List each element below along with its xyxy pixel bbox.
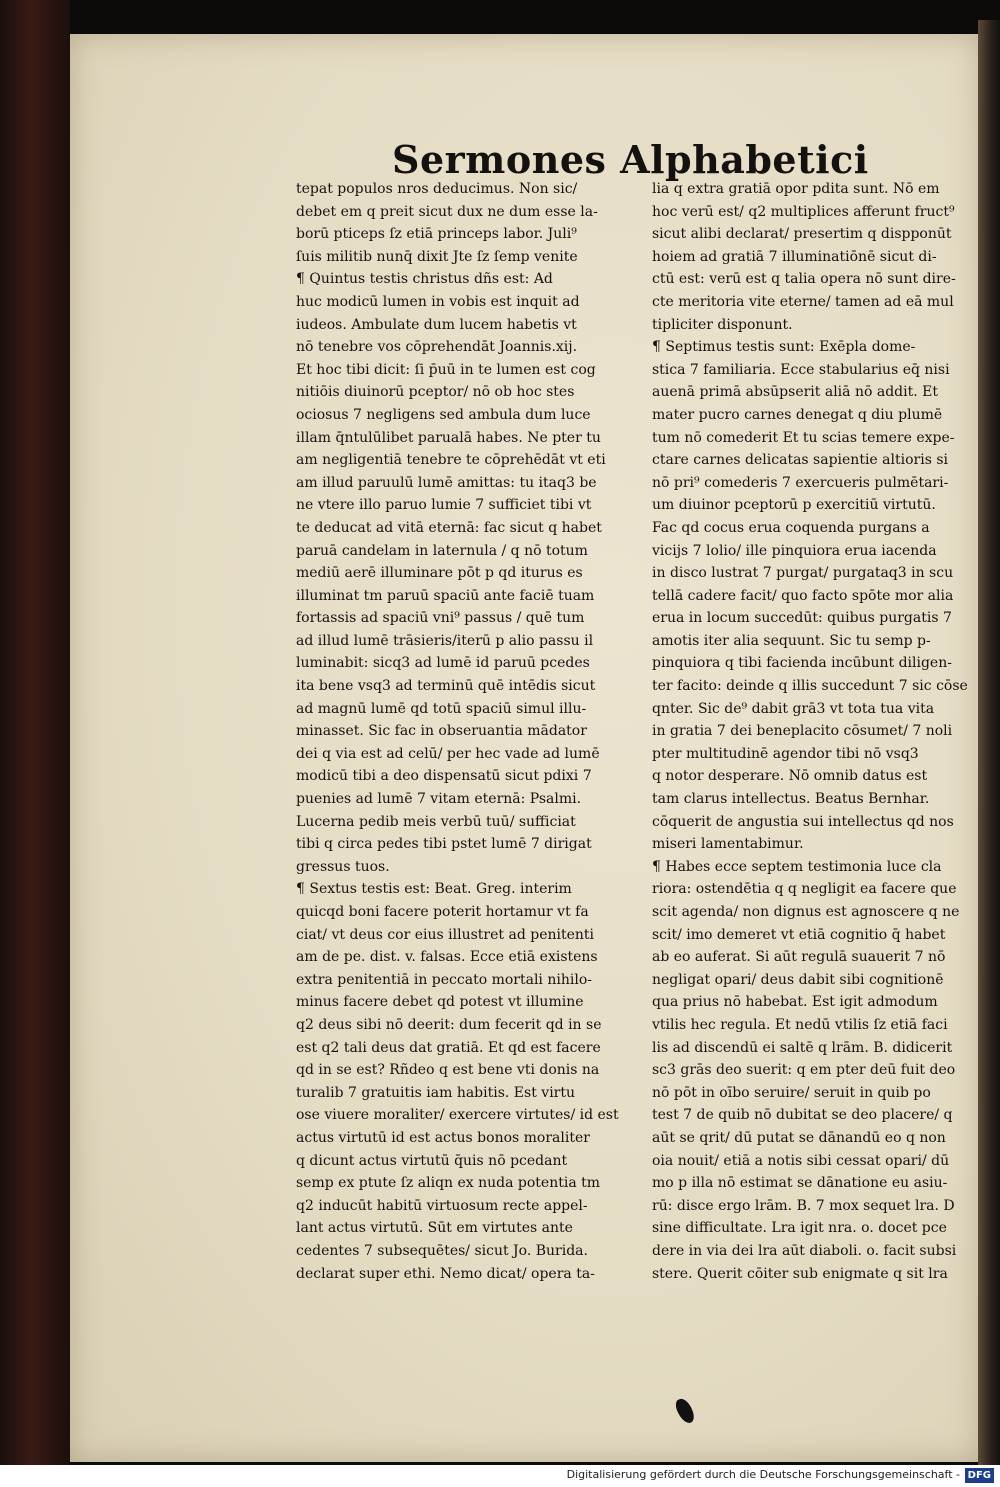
text-line: mater pucro carnes denegat q diu plumē bbox=[652, 406, 943, 423]
text-line: vtilis hec regula. Et nedū vtilis ſz etiā faci bbox=[652, 1016, 948, 1033]
text-line: vicijs 7 lolio/ ille pinquiora erua iacenda bbox=[652, 542, 937, 559]
text-line: hoiem ad gratiā 7 illuminatiōnē sicut di- bbox=[652, 248, 937, 265]
text-line: Et hoc tibi dicit: ſi p̄uū in te lumen est cog bbox=[296, 361, 596, 378]
text-line: am illud paruulū lumē amittas: tu itaq3 be bbox=[296, 474, 597, 491]
text-line: quicqd boni facere poterit hortamur vt fa bbox=[296, 904, 589, 920]
text-line: tipliciter disponunt. bbox=[652, 316, 793, 333]
text-line: in disco lustrat 7 purgat/ purgataq3 in scu bbox=[652, 565, 954, 582]
text-line: ne vtere illo paruo lumie 7 sufficiet tibi vt bbox=[296, 497, 592, 514]
text-line: am negligentiā tenebre te cōprehēdāt vt eti bbox=[296, 452, 606, 469]
text-line: tibi q circa pedes tibi pstet lumē 7 dirigat bbox=[296, 836, 592, 853]
text-line: q notor desperare. Nō omnib datus est bbox=[652, 768, 928, 785]
text-line: miseri lamentabimur. bbox=[652, 836, 804, 853]
text-line: te deducat ad vitā eternā: fac sicut q habet bbox=[296, 519, 602, 536]
text-line: iudeos. Ambulate dum lucem habetis vt bbox=[296, 316, 577, 333]
text-line: huc modicū lumen in vobis est inquit ad bbox=[296, 293, 580, 310]
text-line: ¶ Sextus testis est: Beat. Greg. interim bbox=[296, 881, 572, 898]
text-line: q2 inducūt habitū virtuosum recte appel- bbox=[296, 1197, 588, 1214]
text-line: gressus tuos. bbox=[296, 858, 390, 875]
text-line: rū: disce ergo lrām. B. 7 mox sequet lra. D bbox=[652, 1197, 955, 1214]
text-line: actus virtutū id est actus bonos moraliter bbox=[296, 1129, 590, 1146]
text-line: puenies ad lumē 7 vitam eternā: Psalmi. bbox=[296, 791, 582, 808]
text-line: sine difficultate. Lra igit nra. o. docet pce bbox=[652, 1220, 947, 1237]
text-line: test 7 de quib nō dubitat se deo placere/ q bbox=[652, 1107, 953, 1124]
text-line: amotis iter alia sequunt. Sic tu semp p- bbox=[652, 632, 931, 649]
book-binding-left bbox=[0, 0, 70, 1465]
text-line: minus facere debet qd potest vt illumine bbox=[296, 994, 584, 1011]
text-line: declarat super ethi. Nemo dicat/ opera ta- bbox=[296, 1265, 595, 1282]
text-line: semp ex ptute ſz aliqn ex nuda potentia tm bbox=[296, 1175, 601, 1192]
text-line: Lucerna pedib meis verbū tuū/ sufficiat bbox=[296, 813, 576, 830]
text-line: aūt se qrit/ dū putat se dānandū eo q non bbox=[652, 1129, 946, 1146]
text-line: ad illud lumē trāsieris/iterū p alio passu il bbox=[296, 632, 594, 649]
text-line: riora: ostendētia q q negligit ea facere que bbox=[652, 881, 957, 898]
text-line: mediū aerē illuminare pōt p qd iturus es bbox=[296, 565, 583, 582]
text-line: in gratia 7 dei beneplacito cōsumet/ 7 noli bbox=[652, 723, 953, 740]
text-line: cōquerit de angustia sui intellectus qd nos bbox=[652, 813, 954, 830]
text-line: mo p illa nō estimat se dānatione eu asiu- bbox=[652, 1175, 948, 1192]
text-line: ciat/ vt deus cor eius illustret ad penitenti bbox=[296, 926, 595, 943]
dfg-logo: DFG bbox=[965, 1468, 994, 1483]
text-line: ose viuere moraliter/ exercere virtutes/ id est bbox=[296, 1107, 619, 1124]
text-line: lia q extra gratiā opor pdita sunt. Nō em bbox=[652, 181, 940, 197]
text-column-left bbox=[296, 178, 622, 1285]
text-line: luminabit: sicq3 ad lumē id paruū pcedes bbox=[296, 655, 590, 672]
text-line: stere. Querit cōiter sub enigmate q sit lra bbox=[652, 1265, 948, 1282]
text-line: ¶ Habes ecce septem testimonia luce cla bbox=[652, 858, 942, 875]
text-line: tam clarus intellectus. Beatus Bernhar. bbox=[652, 791, 930, 808]
text-line: q dicunt actus virtutū q̄uis nō pcedant bbox=[296, 1152, 568, 1169]
text-line: negligat opari/ deus dabit sibi cognitionē bbox=[652, 971, 944, 988]
text-line: nō pri⁹ comederis 7 exercueris pulmētari- bbox=[652, 474, 949, 491]
text-line: erua in locum succedūt: quibus purgatis 7 bbox=[652, 610, 952, 627]
text-line: stica 7 familiaria. Ecce stabularius eq̄ nisi bbox=[652, 361, 950, 378]
text-line: ¶ Quintus testis christus dñs est: Ad bbox=[296, 271, 553, 288]
text-line: um diuinor pceptorū p exercitiū virtutū. bbox=[652, 497, 936, 514]
text-line: nō pōt in oībo seruire/ seruit in quib po bbox=[652, 1084, 931, 1101]
text-line: cte meritoria vite eterne/ tamen ad eā mul bbox=[652, 293, 954, 310]
text-line: pinquiora q tibi facienda incūbunt diligen- bbox=[652, 655, 952, 672]
text-line: scit agenda/ non dignus est agnoscere q ne bbox=[652, 904, 960, 920]
text-line: qua prius nō habebat. Est igit admodum bbox=[652, 994, 938, 1011]
text-line: lant actus virtutū. Sūt em virtutes ante bbox=[296, 1220, 573, 1237]
text-line: qnter. Sic de⁹ dabit grā3 vt tota tua vita bbox=[652, 700, 935, 717]
text-line: auenā primā absūpserit aliā nō addit. Et bbox=[652, 384, 938, 401]
text-line: qd in se est? Rñdeo q est bene vti donis na bbox=[296, 1062, 600, 1079]
text-line: Fac qd cocus erua coquenda purgans a bbox=[652, 519, 930, 536]
text-line: tepat populos nros deducimus. Non sic/ bbox=[296, 181, 578, 197]
text-column-right bbox=[652, 178, 982, 1285]
text-line: ctare carnes delicatas sapientie altioris si bbox=[652, 452, 948, 469]
text-line: debet em q preit sicut dux ne dum esse la- bbox=[296, 203, 598, 220]
text-line: dei q via est ad celū/ per hec vade ad lumē bbox=[296, 745, 600, 762]
text-line: dere in via dei lra aūt diaboli. o. facit subsi bbox=[652, 1242, 957, 1259]
text-line: ad magnū lumē qd totū spaciū simul illu- bbox=[296, 700, 587, 717]
text-line: turalib 7 gratuitis iam habitis. Est virtu bbox=[296, 1084, 576, 1101]
text-line: hoc verū est/ q2 multiplices afferunt fruct⁹ bbox=[652, 203, 955, 220]
text-line: cedentes 7 subsequētes/ sicut Jo. Burida. bbox=[296, 1242, 588, 1259]
footer-credit: Digitalisierung gefördert durch die Deutsche Forschungsgemeinschaft - bbox=[566, 1468, 960, 1481]
text-line: extra penitentiā in peccato mortali nihilo- bbox=[296, 971, 592, 988]
text-line: illuminat tm paruū spaciū ante faciē tuam bbox=[296, 587, 595, 604]
text-line: sc3 grās deo suerit: q em pter deū fuit deo bbox=[652, 1062, 956, 1079]
text-line: ctū est: verū est q talia opera nō sunt dire- bbox=[652, 271, 956, 288]
text-line: minasset. Sic fac in obseruantia mādator bbox=[296, 723, 587, 740]
text-line: nō tenebre vos cōprehendāt Joannis.xij. bbox=[296, 339, 578, 356]
text-line: ¶ Septimus testis sunt: Exēpla dome- bbox=[652, 339, 916, 356]
text-line: borū pticeps ſz etiā princeps labor. Juli⁹ bbox=[296, 226, 577, 243]
text-line: q2 deus sibi nō deerit: dum fecerit qd in se bbox=[296, 1016, 602, 1033]
text-line: ſuis militib nunq̄ dixit Jte ſz ſemp venite bbox=[296, 248, 578, 265]
text-line: est q2 tali deus dat gratiā. Et qd est facere bbox=[296, 1039, 601, 1056]
text-line: ter facito: deinde q illis succedunt 7 sic cōse bbox=[652, 678, 968, 695]
text-line: ab eo auferat. Si aūt regulā suauerit 7 nō bbox=[652, 949, 946, 966]
text-line: paruā candelam in laternula / q nō totum bbox=[296, 542, 588, 559]
text-line: modicū tibi a deo dispensatū sicut pdixi 7 bbox=[296, 768, 592, 785]
text-line: scit/ imo demeret vt etiā cognitio q̄ habet bbox=[652, 926, 946, 943]
text-line: illam q̄ntulūlibet parualā habes. Ne pter tu bbox=[296, 429, 601, 446]
text-line: ociosus 7 negligens sed ambula dum luce bbox=[296, 406, 591, 423]
text-line: tellā cadere facit/ quo facto spōte mor alia bbox=[652, 587, 954, 604]
text-line: nitiōis diuinorū pceptor/ nō ob hoc stes bbox=[296, 384, 575, 401]
text-line: lis ad discendū ei saltē q lrām. B. didicerit bbox=[652, 1039, 953, 1056]
text-line: am de pe. dist. v. falsas. Ecce etiā existens bbox=[296, 949, 598, 966]
text-line: ita bene vsq3 ad terminū quē intēdis sicut bbox=[296, 678, 596, 695]
running-head: Sermones Alphabetici bbox=[392, 137, 869, 182]
text-line: oia nouit/ etiā a notis sibi cessat opari/ dū bbox=[652, 1152, 950, 1169]
text-line: sicut alibi declarat/ presertim q dispponūt bbox=[652, 226, 952, 243]
text-line: fortassis ad spaciū vni⁹ passus / quē tum bbox=[296, 610, 585, 627]
text-line: tum nō comederit Et tu scias temere expe- bbox=[652, 429, 955, 446]
text-line: pter multitudinē agendor tibi nō vsq3 bbox=[652, 745, 919, 762]
